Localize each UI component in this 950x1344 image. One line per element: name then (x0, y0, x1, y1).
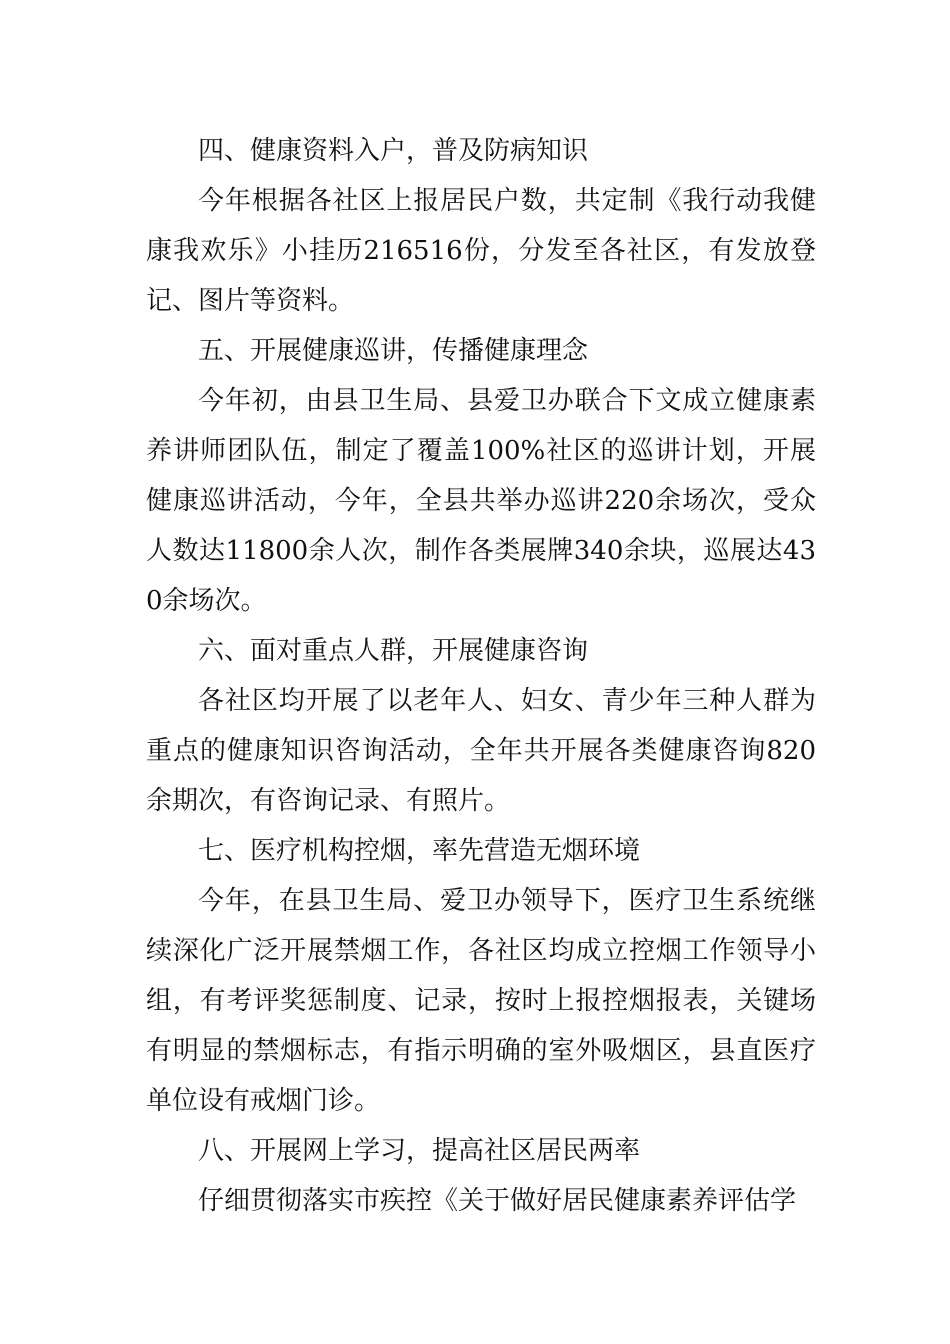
section-paragraph-6: 各社区均开展了以老年人、妇女、青少年三种人群为重点的健康知识咨询活动，全年共开展各类健康咨询820余期次，有咨询记录、有照片。 (146, 686, 816, 816)
section-heading-4: 四、健康资料入户，普及防病知识 (198, 136, 589, 166)
section-paragraph-5: 今年初，由县卫生局、县爱卫办联合下文成立健康素养讲师团队伍，制定了覆盖100%社区的巡讲计划，开展健康巡讲活动，今年，全县共举办巡讲220余场次，受众人数达11800余人次，制作各类展牌340余块，巡展达430余场次。 (146, 386, 816, 616)
section-heading-8: 八、开展网上学习，提高社区居民两率 (198, 1136, 641, 1166)
section-paragraph-7: 今年，在县卫生局、爱卫办领导下，医疗卫生系统继续深化广泛开展禁烟工作，各社区均成立控烟工作领导小组，有考评奖惩制度、记录，按时上报控烟报表，关键场有明显的禁烟标志，有指示明确的室外吸烟区，县直医疗单位设有戒烟门诊。 (146, 886, 816, 1116)
section-heading-6: 六、面对重点人群，开展健康咨询 (198, 636, 589, 666)
section-heading-7: 七、医疗机构控烟，率先营造无烟环境 (198, 836, 641, 866)
section-paragraph-8: 仔细贯彻落实市疾控《关于做好居民健康素养评估学 (198, 1186, 797, 1216)
section-heading-5: 五、开展健康巡讲，传播健康理念 (198, 336, 589, 366)
section-paragraph-4: 今年根据各社区上报居民户数，共定制《我行动我健康我欢乐》小挂历216516份，分发至各社区，有发放登记、图片等资料。 (146, 186, 816, 316)
document-body (146, 126, 816, 1226)
